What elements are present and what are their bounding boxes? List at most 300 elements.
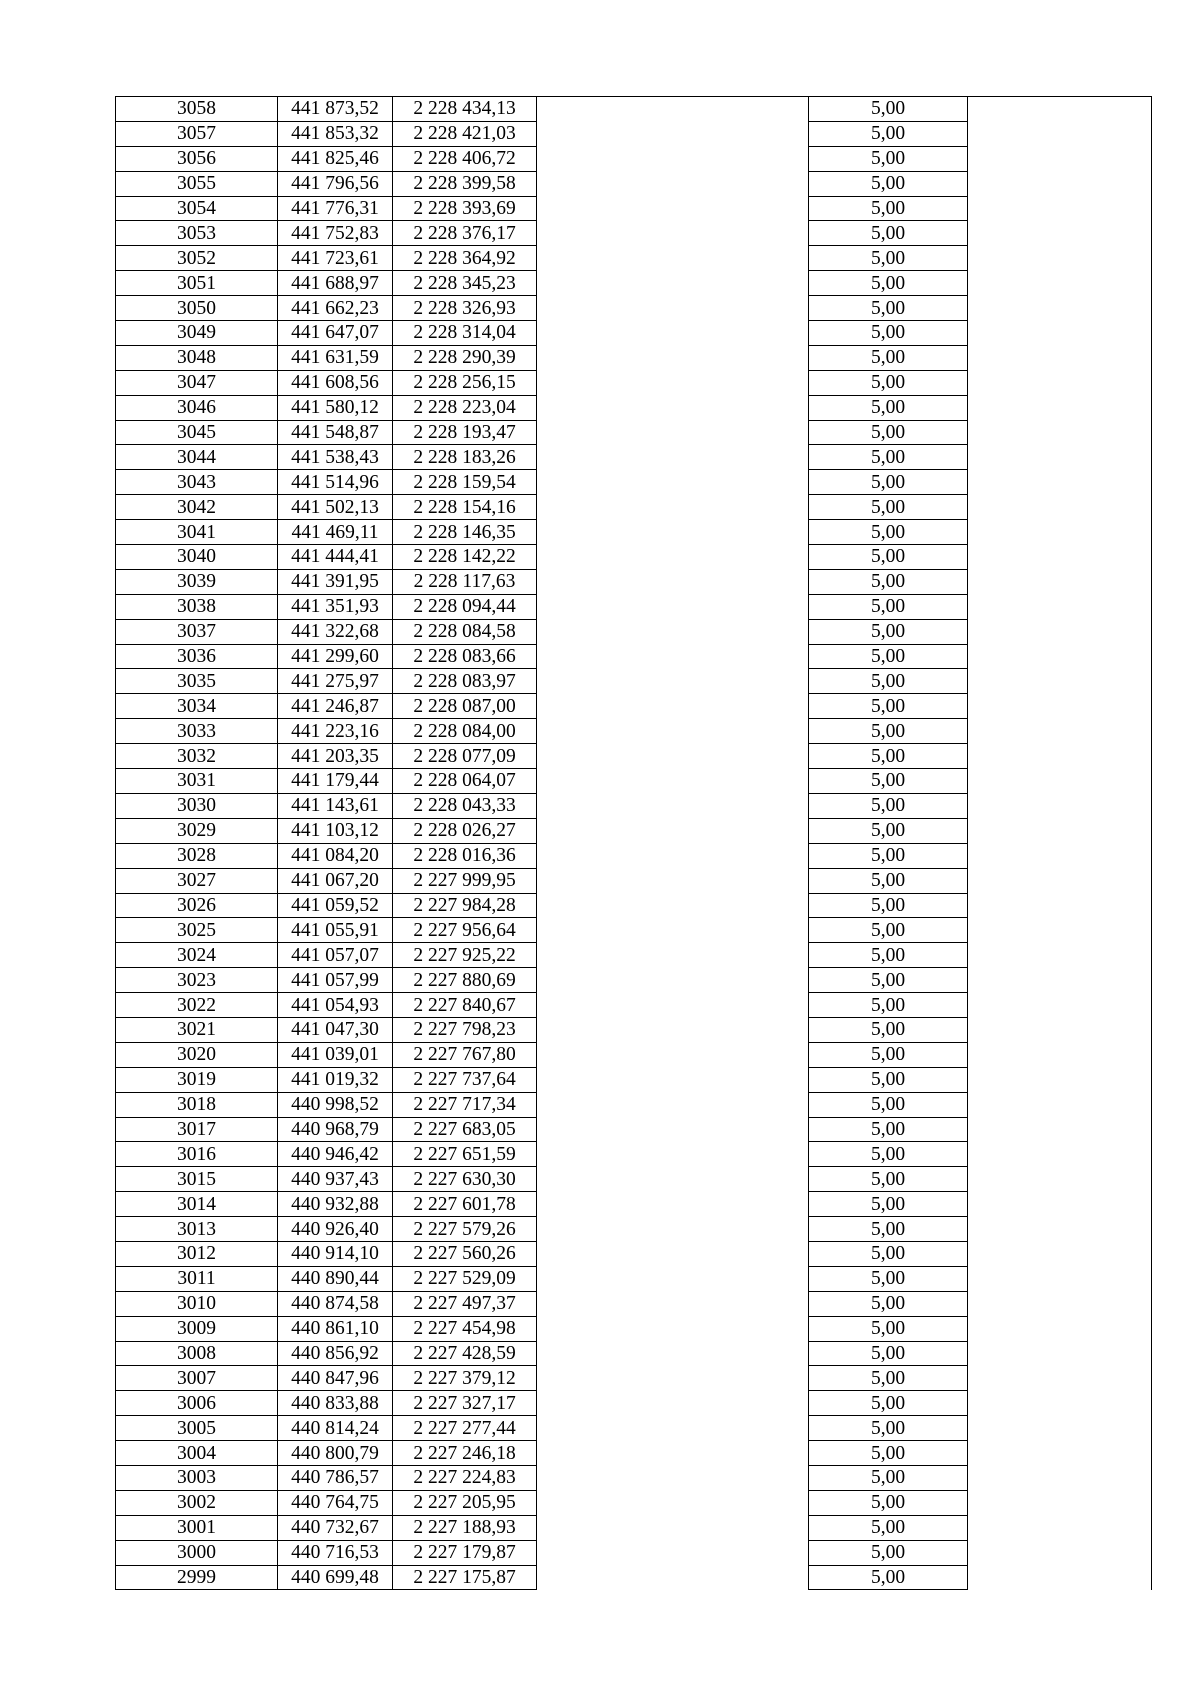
x-coordinate-cell: 441 825,46 — [278, 146, 393, 171]
x-coordinate-cell: 441 059,52 — [278, 893, 393, 918]
empty-cell — [968, 694, 1152, 719]
value-cell: 5,00 — [809, 370, 968, 395]
point-number-cell: 3043 — [116, 470, 278, 495]
x-coordinate-cell: 441 055,91 — [278, 918, 393, 943]
table-row — [116, 594, 1152, 619]
x-coordinate-cell: 440 786,57 — [278, 1465, 393, 1490]
value-cell: 5,00 — [809, 569, 968, 594]
empty-cell — [537, 1341, 809, 1366]
point-number-cell: 3004 — [116, 1441, 278, 1466]
y-coordinate-cell: 2 228 084,00 — [393, 719, 537, 744]
x-coordinate-cell: 441 608,56 — [278, 370, 393, 395]
value-cell: 5,00 — [809, 644, 968, 669]
y-coordinate-cell: 2 228 314,04 — [393, 321, 537, 346]
table-row — [116, 1042, 1152, 1067]
table-row — [116, 993, 1152, 1018]
empty-cell — [537, 395, 809, 420]
table-row — [116, 1441, 1152, 1466]
y-coordinate-cell: 2 228 434,13 — [393, 97, 537, 122]
empty-cell — [537, 1217, 809, 1242]
empty-cell — [537, 694, 809, 719]
value-cell: 5,00 — [809, 1490, 968, 1515]
table-row — [116, 1192, 1152, 1217]
x-coordinate-cell: 440 968,79 — [278, 1117, 393, 1142]
value-cell: 5,00 — [809, 1092, 968, 1117]
empty-cell — [968, 221, 1152, 246]
table-row — [116, 196, 1152, 221]
point-number-cell: 3019 — [116, 1067, 278, 1092]
empty-cell — [537, 97, 809, 122]
y-coordinate-cell: 2 228 421,03 — [393, 121, 537, 146]
empty-cell — [537, 1067, 809, 1092]
point-number-cell: 3011 — [116, 1266, 278, 1291]
point-number-cell: 2999 — [116, 1565, 278, 1590]
table-row — [116, 1490, 1152, 1515]
point-number-cell: 3025 — [116, 918, 278, 943]
y-coordinate-cell: 2 227 798,23 — [393, 1017, 537, 1042]
point-number-cell: 3052 — [116, 246, 278, 271]
table-row — [116, 171, 1152, 196]
empty-cell — [537, 943, 809, 968]
x-coordinate-cell: 441 054,93 — [278, 993, 393, 1018]
empty-cell — [537, 1117, 809, 1142]
coordinates-table-body — [116, 97, 1152, 1590]
point-number-cell: 3044 — [116, 445, 278, 470]
value-cell: 5,00 — [809, 470, 968, 495]
table-row — [116, 1391, 1152, 1416]
empty-cell — [968, 569, 1152, 594]
empty-cell — [537, 321, 809, 346]
table-row — [116, 1017, 1152, 1042]
empty-cell — [968, 1067, 1152, 1092]
value-cell: 5,00 — [809, 1042, 968, 1067]
point-number-cell: 3046 — [116, 395, 278, 420]
value-cell: 5,00 — [809, 1441, 968, 1466]
y-coordinate-cell: 2 227 601,78 — [393, 1192, 537, 1217]
empty-cell — [968, 196, 1152, 221]
empty-cell — [537, 644, 809, 669]
x-coordinate-cell: 441 351,93 — [278, 594, 393, 619]
value-cell: 5,00 — [809, 296, 968, 321]
value-cell: 5,00 — [809, 221, 968, 246]
y-coordinate-cell: 2 227 175,87 — [393, 1565, 537, 1590]
y-coordinate-cell: 2 227 179,87 — [393, 1540, 537, 1565]
point-number-cell: 3049 — [116, 321, 278, 346]
table-row — [116, 146, 1152, 171]
empty-cell — [968, 793, 1152, 818]
point-number-cell: 3033 — [116, 719, 278, 744]
empty-cell — [537, 1441, 809, 1466]
point-number-cell: 3021 — [116, 1017, 278, 1042]
point-number-cell: 3035 — [116, 669, 278, 694]
y-coordinate-cell: 2 227 651,59 — [393, 1142, 537, 1167]
coordinates-table — [115, 96, 1152, 1590]
empty-cell — [537, 246, 809, 271]
empty-cell — [968, 893, 1152, 918]
value-cell: 5,00 — [809, 943, 968, 968]
empty-cell — [537, 1192, 809, 1217]
point-number-cell: 3029 — [116, 818, 278, 843]
y-coordinate-cell: 2 228 094,44 — [393, 594, 537, 619]
point-number-cell: 3045 — [116, 420, 278, 445]
x-coordinate-cell: 441 853,32 — [278, 121, 393, 146]
empty-cell — [968, 1266, 1152, 1291]
value-cell: 5,00 — [809, 520, 968, 545]
point-number-cell: 3012 — [116, 1241, 278, 1266]
empty-cell — [968, 1241, 1152, 1266]
x-coordinate-cell: 440 932,88 — [278, 1192, 393, 1217]
y-coordinate-cell: 2 227 999,95 — [393, 868, 537, 893]
empty-cell — [537, 1167, 809, 1192]
point-number-cell: 3041 — [116, 520, 278, 545]
y-coordinate-cell: 2 227 767,80 — [393, 1042, 537, 1067]
empty-cell — [537, 669, 809, 694]
x-coordinate-cell: 441 391,95 — [278, 569, 393, 594]
y-coordinate-cell: 2 227 925,22 — [393, 943, 537, 968]
point-number-cell: 3009 — [116, 1316, 278, 1341]
x-coordinate-cell: 441 179,44 — [278, 769, 393, 794]
value-cell: 5,00 — [809, 893, 968, 918]
value-cell: 5,00 — [809, 744, 968, 769]
x-coordinate-cell: 441 275,97 — [278, 669, 393, 694]
y-coordinate-cell: 2 228 256,15 — [393, 370, 537, 395]
x-coordinate-cell: 440 699,48 — [278, 1565, 393, 1590]
x-coordinate-cell: 441 662,23 — [278, 296, 393, 321]
x-coordinate-cell: 441 548,87 — [278, 420, 393, 445]
x-coordinate-cell: 441 223,16 — [278, 719, 393, 744]
table-row — [116, 97, 1152, 122]
empty-cell — [968, 146, 1152, 171]
value-cell: 5,00 — [809, 345, 968, 370]
y-coordinate-cell: 2 227 630,30 — [393, 1167, 537, 1192]
x-coordinate-cell: 441 299,60 — [278, 644, 393, 669]
empty-cell — [537, 1366, 809, 1391]
table-row — [116, 445, 1152, 470]
value-cell: 5,00 — [809, 843, 968, 868]
empty-cell — [968, 1515, 1152, 1540]
empty-cell — [968, 321, 1152, 346]
table-row — [116, 271, 1152, 296]
empty-cell — [968, 744, 1152, 769]
y-coordinate-cell: 2 227 224,83 — [393, 1465, 537, 1490]
empty-cell — [968, 445, 1152, 470]
table-row — [116, 1142, 1152, 1167]
empty-cell — [537, 296, 809, 321]
empty-cell — [537, 146, 809, 171]
y-coordinate-cell: 2 227 379,12 — [393, 1366, 537, 1391]
x-coordinate-cell: 441 502,13 — [278, 495, 393, 520]
table-row — [116, 1540, 1152, 1565]
empty-cell — [537, 271, 809, 296]
point-number-cell: 3031 — [116, 769, 278, 794]
empty-cell — [537, 1291, 809, 1316]
x-coordinate-cell: 441 019,32 — [278, 1067, 393, 1092]
x-coordinate-cell: 440 998,52 — [278, 1092, 393, 1117]
table-row — [116, 644, 1152, 669]
value-cell: 5,00 — [809, 993, 968, 1018]
x-coordinate-cell: 440 833,88 — [278, 1391, 393, 1416]
x-coordinate-cell: 441 322,68 — [278, 619, 393, 644]
point-number-cell: 3054 — [116, 196, 278, 221]
empty-cell — [968, 1366, 1152, 1391]
empty-cell — [537, 818, 809, 843]
value-cell: 5,00 — [809, 1241, 968, 1266]
table-row — [116, 694, 1152, 719]
point-number-cell: 3051 — [116, 271, 278, 296]
empty-cell — [968, 1167, 1152, 1192]
x-coordinate-cell: 440 732,67 — [278, 1515, 393, 1540]
point-number-cell: 3018 — [116, 1092, 278, 1117]
value-cell: 5,00 — [809, 1266, 968, 1291]
x-coordinate-cell: 441 752,83 — [278, 221, 393, 246]
x-coordinate-cell: 440 946,42 — [278, 1142, 393, 1167]
empty-cell — [537, 1316, 809, 1341]
empty-cell — [537, 370, 809, 395]
y-coordinate-cell: 2 228 399,58 — [393, 171, 537, 196]
empty-cell — [968, 769, 1152, 794]
point-number-cell: 3000 — [116, 1540, 278, 1565]
empty-cell — [968, 1416, 1152, 1441]
empty-cell — [537, 619, 809, 644]
value-cell: 5,00 — [809, 694, 968, 719]
value-cell: 5,00 — [809, 1291, 968, 1316]
empty-cell — [537, 868, 809, 893]
x-coordinate-cell: 441 067,20 — [278, 868, 393, 893]
empty-cell — [968, 1291, 1152, 1316]
x-coordinate-cell: 441 514,96 — [278, 470, 393, 495]
y-coordinate-cell: 2 227 277,44 — [393, 1416, 537, 1441]
empty-cell — [968, 719, 1152, 744]
value-cell: 5,00 — [809, 196, 968, 221]
table-row — [116, 893, 1152, 918]
value-cell: 5,00 — [809, 420, 968, 445]
empty-cell — [537, 545, 809, 570]
y-coordinate-cell: 2 228 376,17 — [393, 221, 537, 246]
point-number-cell: 3023 — [116, 968, 278, 993]
empty-cell — [537, 1416, 809, 1441]
x-coordinate-cell: 441 647,07 — [278, 321, 393, 346]
x-coordinate-cell: 440 814,24 — [278, 1416, 393, 1441]
table-row — [116, 1366, 1152, 1391]
empty-cell — [537, 993, 809, 1018]
x-coordinate-cell: 441 039,01 — [278, 1042, 393, 1067]
x-coordinate-cell: 440 861,10 — [278, 1316, 393, 1341]
value-cell: 5,00 — [809, 321, 968, 346]
empty-cell — [537, 121, 809, 146]
y-coordinate-cell: 2 228 290,39 — [393, 345, 537, 370]
empty-cell — [968, 843, 1152, 868]
empty-cell — [537, 1266, 809, 1291]
empty-cell — [968, 246, 1152, 271]
empty-cell — [968, 594, 1152, 619]
point-number-cell: 3036 — [116, 644, 278, 669]
empty-cell — [537, 345, 809, 370]
empty-cell — [968, 1042, 1152, 1067]
y-coordinate-cell: 2 228 345,23 — [393, 271, 537, 296]
value-cell: 5,00 — [809, 868, 968, 893]
table-row — [116, 569, 1152, 594]
empty-cell — [968, 968, 1152, 993]
value-cell: 5,00 — [809, 545, 968, 570]
point-number-cell: 3047 — [116, 370, 278, 395]
point-number-cell: 3057 — [116, 121, 278, 146]
x-coordinate-cell: 440 874,58 — [278, 1291, 393, 1316]
x-coordinate-cell: 441 631,59 — [278, 345, 393, 370]
empty-cell — [968, 1142, 1152, 1167]
table-row — [116, 619, 1152, 644]
empty-cell — [537, 171, 809, 196]
table-row — [116, 968, 1152, 993]
y-coordinate-cell: 2 228 193,47 — [393, 420, 537, 445]
empty-cell — [537, 719, 809, 744]
x-coordinate-cell: 441 444,41 — [278, 545, 393, 570]
point-number-cell: 3005 — [116, 1416, 278, 1441]
x-coordinate-cell: 441 723,61 — [278, 246, 393, 271]
empty-cell — [968, 1017, 1152, 1042]
value-cell: 5,00 — [809, 1366, 968, 1391]
table-row — [116, 943, 1152, 968]
value-cell: 5,00 — [809, 271, 968, 296]
value-cell: 5,00 — [809, 619, 968, 644]
x-coordinate-cell: 441 143,61 — [278, 793, 393, 818]
y-coordinate-cell: 2 228 043,33 — [393, 793, 537, 818]
empty-cell — [968, 495, 1152, 520]
table-row — [116, 918, 1152, 943]
x-coordinate-cell: 440 856,92 — [278, 1341, 393, 1366]
empty-cell — [537, 769, 809, 794]
x-coordinate-cell: 441 776,31 — [278, 196, 393, 221]
empty-cell — [537, 594, 809, 619]
y-coordinate-cell: 2 228 026,27 — [393, 818, 537, 843]
point-number-cell: 3015 — [116, 1167, 278, 1192]
value-cell: 5,00 — [809, 1167, 968, 1192]
empty-cell — [968, 171, 1152, 196]
empty-cell — [537, 196, 809, 221]
point-number-cell: 3003 — [116, 1465, 278, 1490]
value-cell: 5,00 — [809, 1067, 968, 1092]
y-coordinate-cell: 2 227 840,67 — [393, 993, 537, 1018]
empty-cell — [968, 669, 1152, 694]
x-coordinate-cell: 441 047,30 — [278, 1017, 393, 1042]
empty-cell — [968, 1441, 1152, 1466]
table-row — [116, 1067, 1152, 1092]
y-coordinate-cell: 2 228 364,92 — [393, 246, 537, 271]
empty-cell — [968, 1565, 1152, 1590]
table-row — [116, 221, 1152, 246]
table-row — [116, 1465, 1152, 1490]
x-coordinate-cell: 441 103,12 — [278, 818, 393, 843]
x-coordinate-cell: 440 800,79 — [278, 1441, 393, 1466]
empty-cell — [537, 1540, 809, 1565]
empty-cell — [968, 918, 1152, 943]
table-row — [116, 370, 1152, 395]
point-number-cell: 3055 — [116, 171, 278, 196]
point-number-cell: 3034 — [116, 694, 278, 719]
value-cell: 5,00 — [809, 1142, 968, 1167]
value-cell: 5,00 — [809, 968, 968, 993]
y-coordinate-cell: 2 227 984,28 — [393, 893, 537, 918]
table-row — [116, 321, 1152, 346]
value-cell: 5,00 — [809, 1515, 968, 1540]
y-coordinate-cell: 2 228 326,93 — [393, 296, 537, 321]
table-row — [116, 669, 1152, 694]
empty-cell — [537, 744, 809, 769]
empty-cell — [968, 420, 1152, 445]
empty-cell — [968, 271, 1152, 296]
empty-cell — [968, 470, 1152, 495]
empty-cell — [537, 893, 809, 918]
x-coordinate-cell: 441 057,07 — [278, 943, 393, 968]
point-number-cell: 3040 — [116, 545, 278, 570]
empty-cell — [537, 495, 809, 520]
table-row — [116, 121, 1152, 146]
empty-cell — [537, 918, 809, 943]
table-row — [116, 1565, 1152, 1590]
y-coordinate-cell: 2 228 016,36 — [393, 843, 537, 868]
point-number-cell: 3006 — [116, 1391, 278, 1416]
value-cell: 5,00 — [809, 1540, 968, 1565]
x-coordinate-cell: 441 057,99 — [278, 968, 393, 993]
table-row — [116, 470, 1152, 495]
empty-cell — [968, 296, 1152, 321]
y-coordinate-cell: 2 228 077,09 — [393, 744, 537, 769]
empty-cell — [537, 1515, 809, 1540]
x-coordinate-cell: 441 084,20 — [278, 843, 393, 868]
empty-cell — [968, 395, 1152, 420]
empty-cell — [537, 221, 809, 246]
point-number-cell: 3032 — [116, 744, 278, 769]
empty-cell — [537, 1465, 809, 1490]
point-number-cell: 3013 — [116, 1217, 278, 1242]
table-row — [116, 395, 1152, 420]
empty-cell — [968, 1341, 1152, 1366]
empty-cell — [537, 569, 809, 594]
y-coordinate-cell: 2 228 223,04 — [393, 395, 537, 420]
table-row — [116, 1241, 1152, 1266]
table-row — [116, 296, 1152, 321]
value-cell: 5,00 — [809, 445, 968, 470]
y-coordinate-cell: 2 227 497,37 — [393, 1291, 537, 1316]
point-number-cell: 3037 — [116, 619, 278, 644]
value-cell: 5,00 — [809, 121, 968, 146]
table-row — [116, 520, 1152, 545]
empty-cell — [968, 97, 1152, 122]
y-coordinate-cell: 2 227 428,59 — [393, 1341, 537, 1366]
table-row — [116, 818, 1152, 843]
x-coordinate-cell: 440 914,10 — [278, 1241, 393, 1266]
value-cell: 5,00 — [809, 1017, 968, 1042]
x-coordinate-cell: 440 764,75 — [278, 1490, 393, 1515]
point-number-cell: 3020 — [116, 1042, 278, 1067]
y-coordinate-cell: 2 228 084,58 — [393, 619, 537, 644]
y-coordinate-cell: 2 228 064,07 — [393, 769, 537, 794]
point-number-cell: 3007 — [116, 1366, 278, 1391]
y-coordinate-cell: 2 228 393,69 — [393, 196, 537, 221]
empty-cell — [968, 370, 1152, 395]
table-row — [116, 1416, 1152, 1441]
value-cell: 5,00 — [809, 395, 968, 420]
y-coordinate-cell: 2 228 154,16 — [393, 495, 537, 520]
y-coordinate-cell: 2 227 327,17 — [393, 1391, 537, 1416]
empty-cell — [968, 121, 1152, 146]
empty-cell — [537, 1391, 809, 1416]
point-number-cell: 3028 — [116, 843, 278, 868]
x-coordinate-cell: 441 580,12 — [278, 395, 393, 420]
y-coordinate-cell: 2 227 529,09 — [393, 1266, 537, 1291]
empty-cell — [968, 1192, 1152, 1217]
y-coordinate-cell: 2 228 142,22 — [393, 545, 537, 570]
value-cell: 5,00 — [809, 97, 968, 122]
